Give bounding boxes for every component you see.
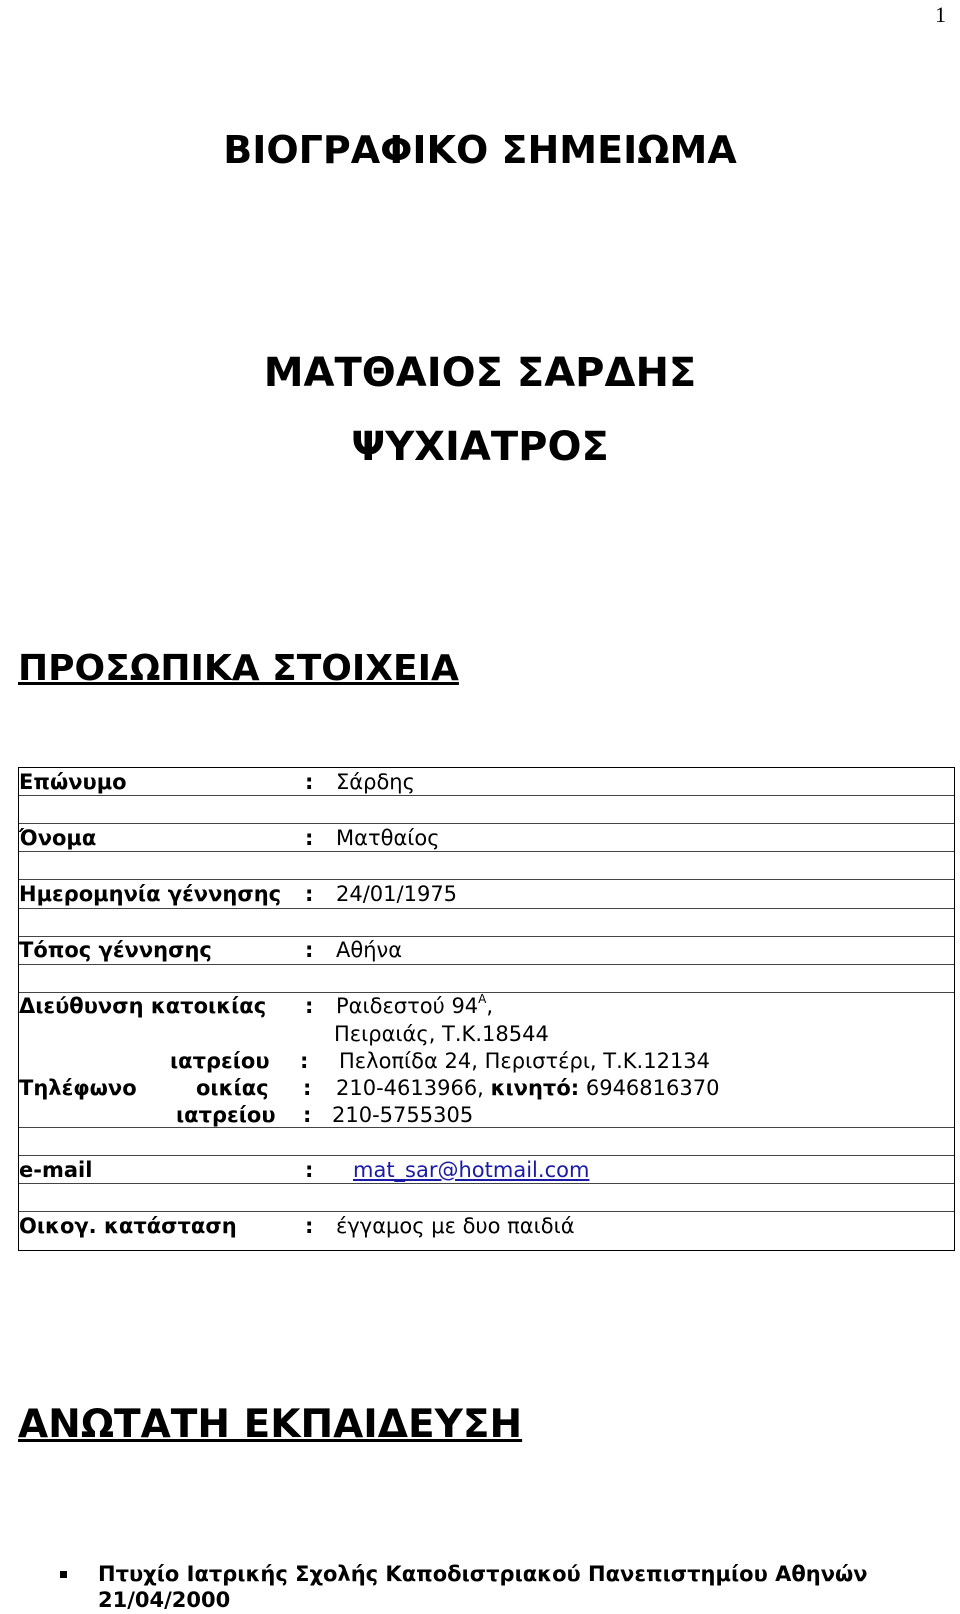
separator: :	[300, 1049, 309, 1073]
row-divider	[19, 964, 954, 965]
row-divider	[19, 823, 954, 824]
row-divider	[19, 1211, 954, 1212]
row-divider	[19, 851, 954, 852]
row-divider	[19, 879, 954, 880]
education-date: 21/04/2000	[98, 1588, 231, 1612]
document-title: ΒΙΟΓΡΑΦΙΚΟ ΣΗΜΕΙΩΜΑ	[223, 128, 737, 172]
address-line2: Πειραιάς, Τ.Κ.18544	[334, 1022, 549, 1046]
phone-line	[336, 1076, 719, 1100]
separator: :	[303, 1076, 312, 1100]
birth-date-value: 24/01/1975	[336, 882, 458, 906]
row-divider	[19, 908, 954, 909]
mobile-phone-value: 6946816370	[585, 1076, 720, 1100]
person-name: ΜΑΤΘΑΙΟΣ ΣΑΡΔΗΣ	[263, 350, 697, 396]
separator: :	[305, 1214, 314, 1238]
education-degree: Πτυχίο Ιατρικής Σχολής Καποδιστριακού Πανεπιστημίου Αθηνών	[98, 1562, 868, 1586]
address-comma: ,	[486, 994, 494, 1018]
separator: :	[305, 994, 314, 1018]
surname-value: Σάρδης	[336, 770, 415, 794]
office-phone-label: ιατρείου	[176, 1103, 276, 1127]
personal-section-title: ΠΡΟΣΩΠΙΚΑ ΣΤΟΙΧΕΙΑ	[18, 648, 459, 689]
birth-date-label: Ημερομηνία γέννησης	[19, 882, 282, 906]
first-name-value: Ματθαίος	[336, 826, 440, 850]
address-street: Ραιδεστού 94	[336, 994, 479, 1018]
row-divider	[19, 1155, 954, 1156]
personal-info-table	[18, 767, 955, 1251]
phone-label: Τηλέφωνο	[19, 1076, 137, 1100]
address-label: Διεύθυνση κατοικίας	[19, 994, 267, 1018]
birth-place-label: Τόπος γέννησης	[19, 938, 212, 962]
bullet-icon	[60, 1571, 67, 1578]
home-phone-label: οικίας	[196, 1076, 269, 1100]
row-divider	[19, 795, 954, 796]
home-phone-value: 210-4613966,	[336, 1076, 484, 1100]
page-number: 1	[935, 2, 946, 27]
family-status-value: έγγαμος με δυο παιδιά	[336, 1214, 575, 1238]
address-line1	[336, 994, 493, 1018]
separator: :	[305, 1158, 314, 1182]
address-superscript: Α	[478, 992, 487, 1006]
office-address-label: ιατρείου	[170, 1049, 270, 1073]
row-divider	[19, 992, 954, 993]
separator: :	[303, 1103, 312, 1127]
surname-label: Επώνυμο	[19, 770, 127, 794]
separator: :	[305, 826, 314, 850]
family-status-label: Οικογ. κατάσταση	[19, 1214, 237, 1238]
education-section-title: ΑΝΩΤΑΤΗ ΕΚΠΑΙΔΕΥΣΗ	[18, 1402, 523, 1447]
separator: :	[305, 882, 314, 906]
row-divider	[19, 1183, 954, 1184]
row-divider	[19, 1127, 954, 1128]
separator: :	[305, 770, 314, 794]
office-address-value: Πελοπίδα 24, Περιστέρι, Τ.Κ.12134	[339, 1049, 711, 1073]
email-label: e-mail	[19, 1158, 93, 1182]
first-name-label: Όνομα	[19, 826, 97, 850]
mobile-phone-label: κινητό:	[490, 1076, 580, 1100]
separator: :	[305, 938, 314, 962]
birth-place-value: Αθήνα	[336, 938, 403, 962]
office-phone-value: 210-5755305	[332, 1103, 474, 1127]
email-link[interactable]: mat_sar@hotmail.com	[353, 1158, 590, 1182]
profession: ΨΥΧΙΑΤΡΟΣ	[351, 424, 609, 470]
row-divider	[19, 936, 954, 937]
